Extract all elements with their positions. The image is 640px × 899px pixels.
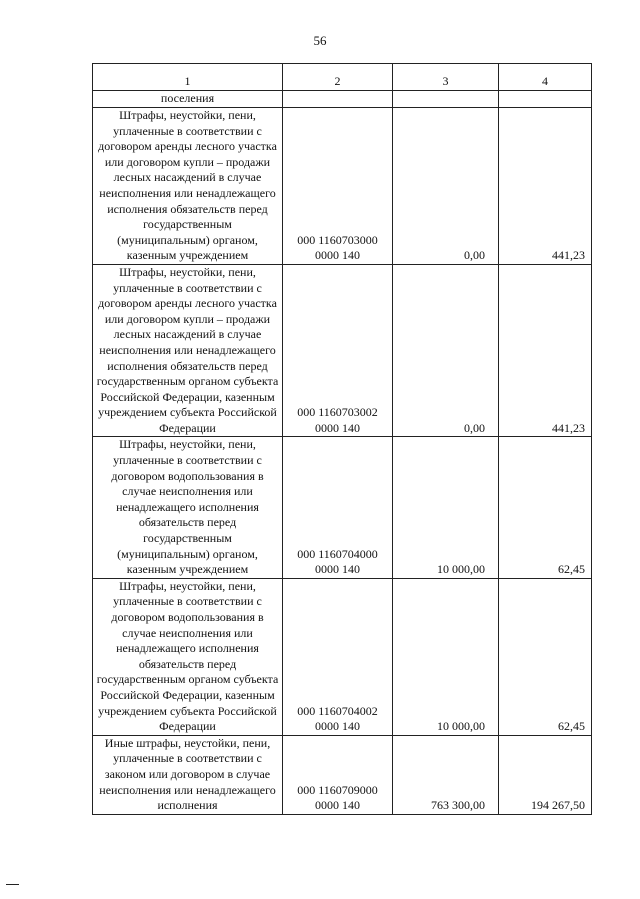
row-name: Штрафы, неустойки, пени, уплаченные в соответствии с договором аренды лесного участка или договором купли – продажи лесных насаждений в случае неисполнения или ненадлежащего исполнения обязательств перед государственным органом субъекта Российской Федерации, казенным учреждением субъекта Российской Федерации xyxy=(93,264,283,437)
table-row xyxy=(93,437,592,578)
revenue-table xyxy=(92,63,592,815)
row-col4: 194 267,50 xyxy=(499,735,592,814)
table-row xyxy=(93,578,592,735)
row-col3: 10 000,00 xyxy=(393,578,499,735)
row-col3: 763 300,00 xyxy=(393,735,499,814)
column-header-4: 4 xyxy=(499,64,592,91)
margin-mark xyxy=(6,884,19,885)
row-name: Штрафы, неустойки, пени, уплаченные в соответствии с договором водопользования в случае неисполнения или ненадлежащего исполнения обязательств перед государственным (муниципальным) органом, казенным учреждением xyxy=(93,437,283,578)
table-row xyxy=(93,735,592,814)
row-col3: 0,00 xyxy=(393,264,499,437)
continuation-row xyxy=(93,91,592,108)
column-header-3: 3 xyxy=(393,64,499,91)
row-code: 000 1160704002 0000 140 xyxy=(283,578,393,735)
continuation-text: поселения xyxy=(93,91,283,108)
row-col3: 10 000,00 xyxy=(393,437,499,578)
table-row xyxy=(93,264,592,437)
row-code: 000 1160709000 0000 140 xyxy=(283,735,393,814)
page-number: 56 xyxy=(313,33,327,48)
table-row xyxy=(93,108,592,265)
table-header-row xyxy=(93,64,592,91)
row-name: Штрафы, неустойки, пени, уплаченные в соответствии с договором водопользования в случае неисполнения или ненадлежащего исполнения обязательств перед государственным органом субъекта Российской Федерации, казенным учреждением субъекта Российской Федерации xyxy=(93,578,283,735)
row-name: Иные штрафы, неустойки, пени, уплаченные в соответствии с законом или договором в случае неисполнения или ненадлежащего исполнения xyxy=(93,735,283,814)
row-name: Штрафы, неустойки, пени, уплаченные в соответствии с договором аренды лесного участка или договором купли – продажи лесных насаждений в случае неисполнения или ненадлежащего исполнения обязательств перед государственным (муниципальным) органом, казенным учреждением xyxy=(93,108,283,265)
row-col4: 441,23 xyxy=(499,264,592,437)
row-col4: 441,23 xyxy=(499,108,592,265)
row-code: 000 1160704000 0000 140 xyxy=(283,437,393,578)
row-col4: 62,45 xyxy=(499,437,592,578)
column-header-2: 2 xyxy=(283,64,393,91)
row-code: 000 1160703002 0000 140 xyxy=(283,264,393,437)
row-col4: 62,45 xyxy=(499,578,592,735)
column-header-1: 1 xyxy=(93,64,283,91)
row-code: 000 1160703000 0000 140 xyxy=(283,108,393,265)
row-col3: 0,00 xyxy=(393,108,499,265)
